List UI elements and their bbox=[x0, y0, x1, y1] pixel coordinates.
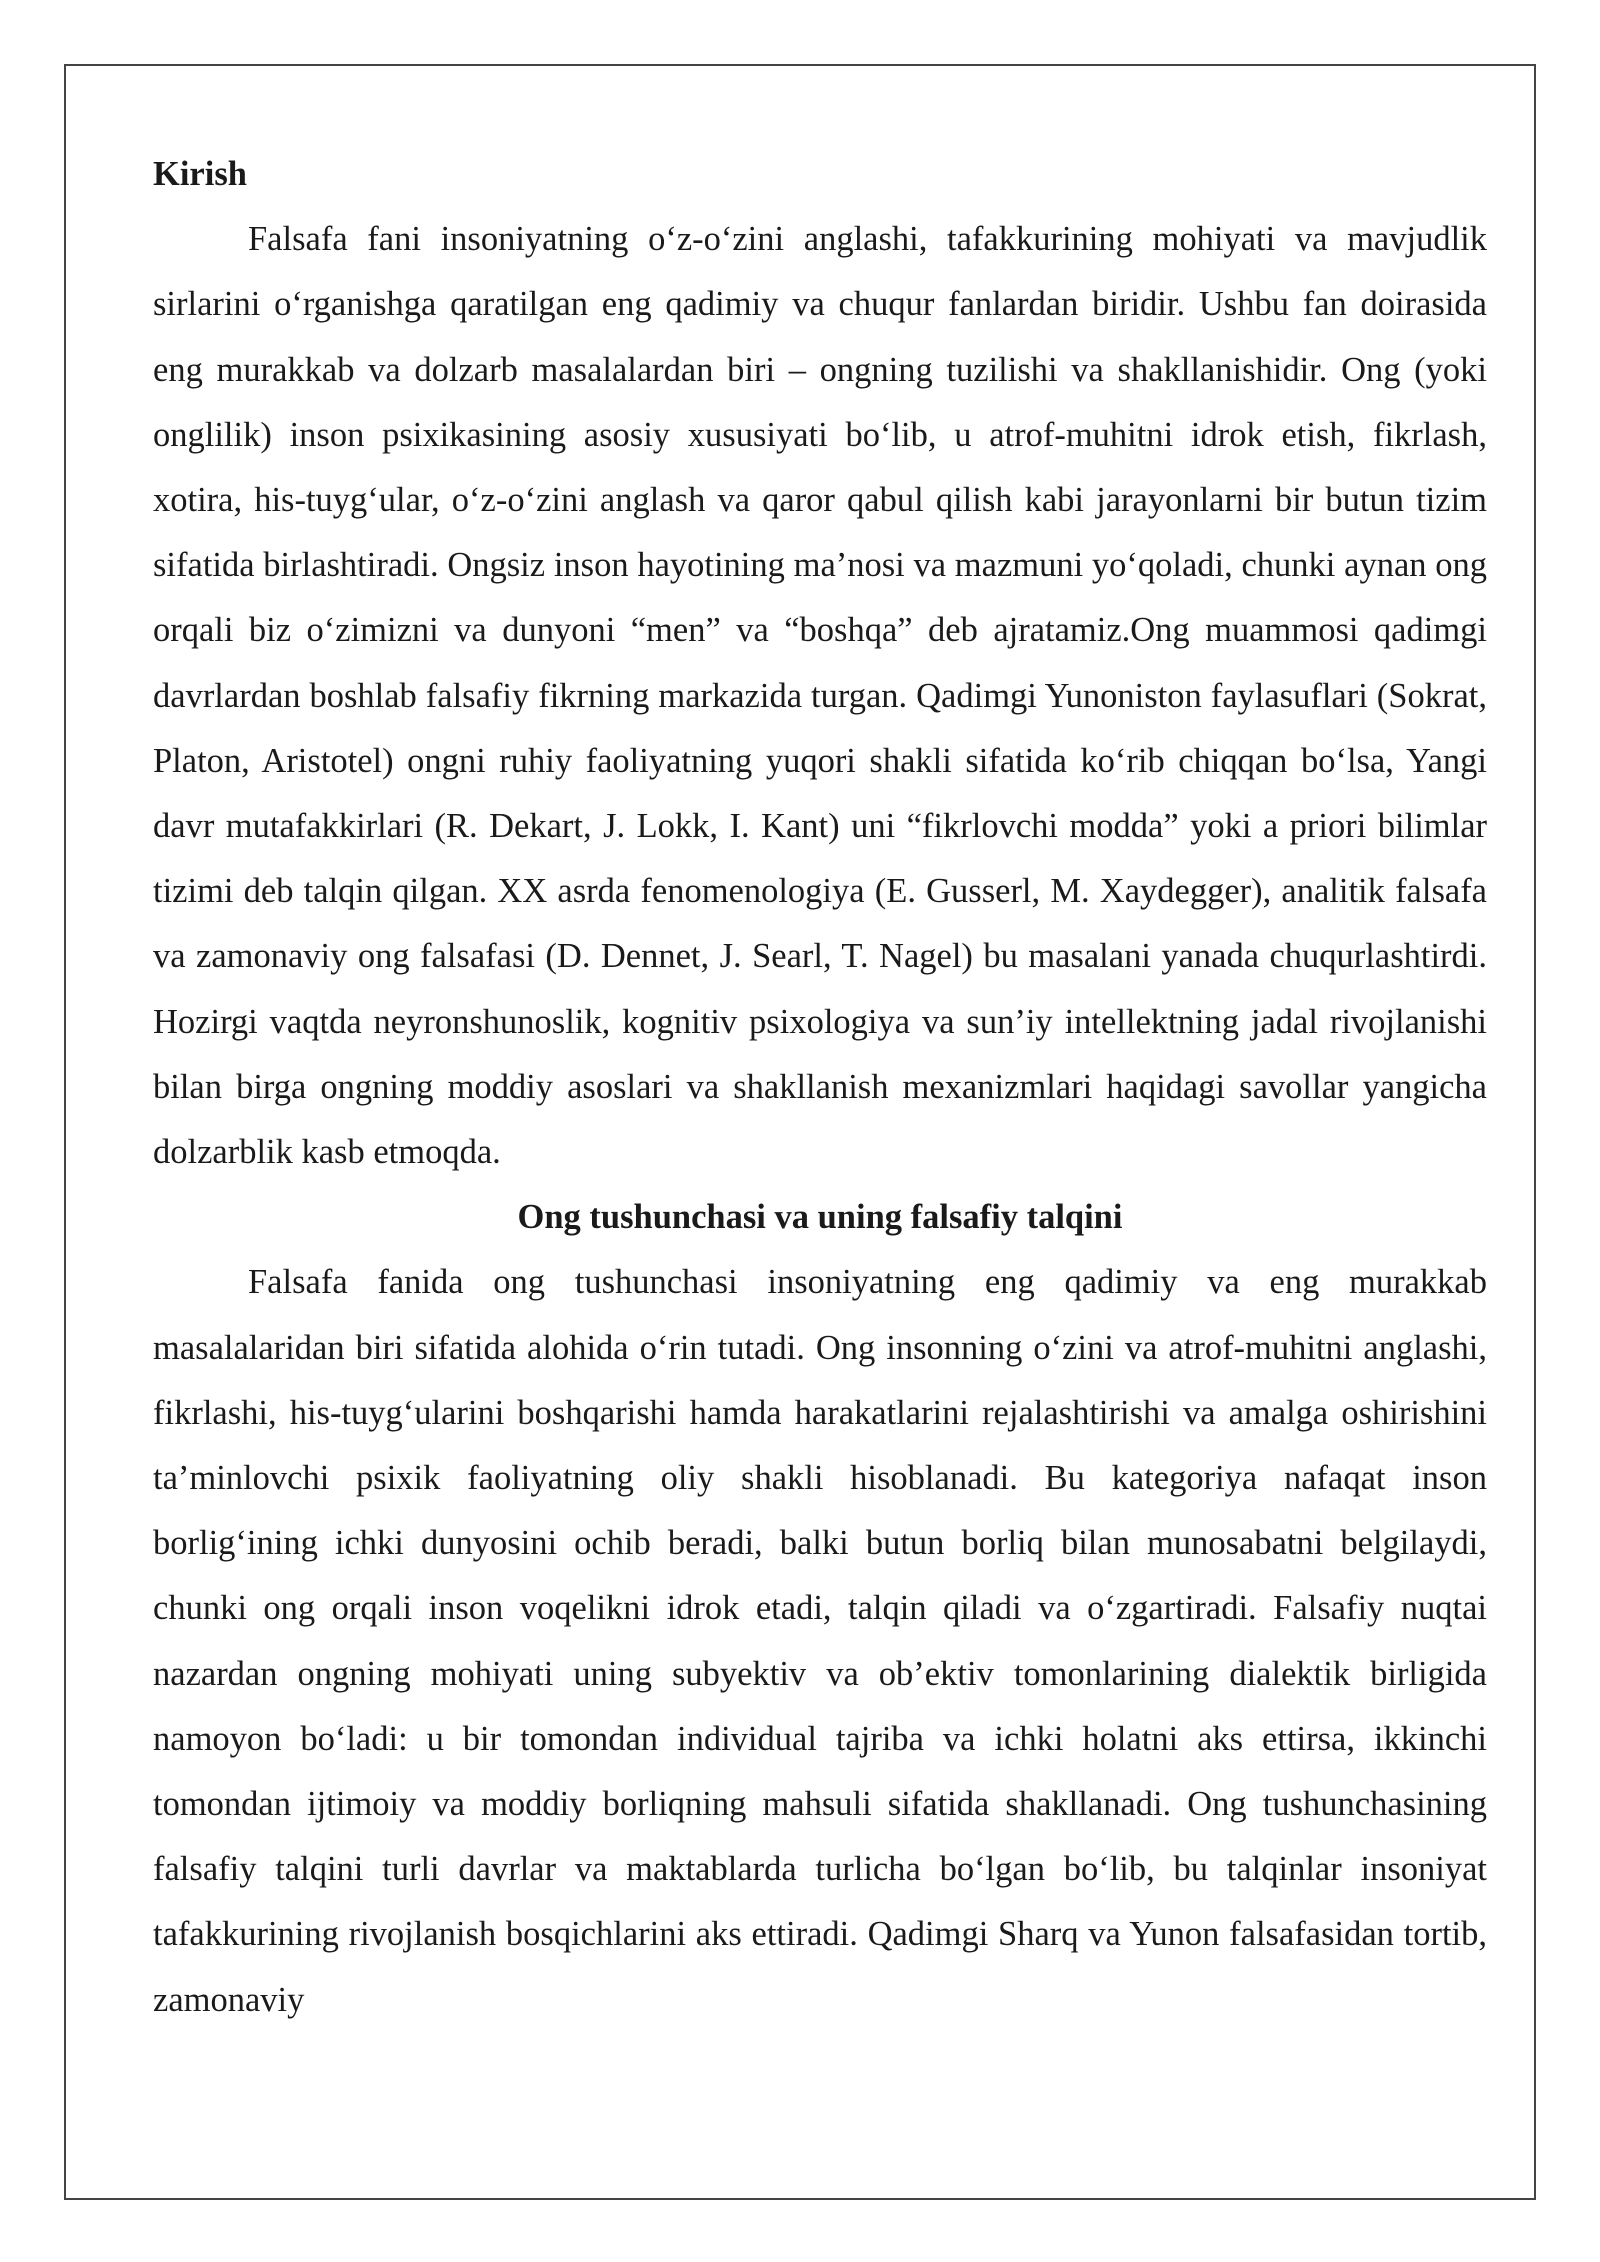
intro-heading: Kirish bbox=[153, 155, 247, 193]
section-heading: Ong tushunchasi va uning falsafiy talqini bbox=[517, 1198, 1123, 1237]
intro-paragraph: Falsafa fani insoniyatning o‘z-o‘zini anglashi, tafakkurining mohiyati va mavjudlik sirlarini o‘rganishga qaratilgan eng qadimiy va chuqur fanlardan biridir. Ushbu fan doirasida eng murakkab va dolzarb masalalardan biri – ongning tuzilishi va shakllanishidir. Ong (yoki onglilik) inson psixikasining asosiy xususiyati bo‘lib, u atrof-muhitni idrok etish, fikrlash, xotira, his-tuyg‘ular, o‘z-o‘zini anglash va qaror qabul qilish kabi jarayonlarni bir butun tizim sifatida birlashtiradi. Ongsiz inson hayotining ma’nosi va mazmuni yo‘qoladi, chunki aynan ong orqali biz o‘zimizni va dunyoni “men” va “boshqa” deb ajratamiz.Ong muammosi qadimgi davrlardan boshlab falsafiy fikrning markazida turgan. Qadimgi Yunoniston faylasuflari (Sokrat, Platon, Aristotel) ongni ruhiy faoliyatning yuqori shakli sifatida ko‘rib chiqqan bo‘lsa, Yangi davr mutafakkirlari (R. Dekart, J. Lokk, I. Kant) uni “fikrlovchi modda” yoki a priori bilimlar tizimi deb talqin qilgan. XX asrda fenomenologiya (E. Gusserl, M. Xaydegger), analitik falsafa va zamonaviy ong falsafasi (D. Dennet, J. Searl, T. Nagel) bu masalani yanada chuqurlashtirdi. Hozirgi vaqtda neyronshunoslik, kognitiv psixologiya va sun’iy intellektning jadal rivojlanishi bilan birga ongning moddiy asoslari va shakllanish mexanizmlari haqidagi savollar yangicha dolzarblik kasb etmoqda. bbox=[153, 220, 1487, 1172]
document-body bbox=[153, 142, 1487, 2033]
section-paragraph: Falsafa fanida ong tushunchasi insoniyatning eng qadimiy va eng murakkab masalalaridan biri sifatida alohida o‘rin tutadi. Ong insonning o‘zini va atrof-muhitni anglashi, fikrlashi, his-tuyg‘ularini boshqarishi hamda harakatlarini rejalashtirishi va amalga oshirishini ta’minlovchi psixik faoliyatning oliy shakli hisoblanadi. Bu kategoriya nafaqat inson borlig‘ining ichki dunyosini ochib beradi, balki butun borliq bilan munosabatni belgilaydi, chunki ong orqali inson voqelikni idrok etadi, talqin qiladi va o‘zgartiradi. Falsafiy nuqtai nazardan ongning mohiyati uning subyektiv va ob’ektiv tomonlarining dialektik birligida namoyon bo‘ladi: u bir tomondan individual tajriba va ichki holatni aks ettirsa, ikkinchi tomondan ijtimoiy va moddiy borliqning mahsuli sifatida shakllanadi. Ong tushunchasining falsafiy talqini turli davrlar va maktablarda turlicha bo‘lgan bo‘lib, bu talqinlar insoniyat tafakkurining rivojlanish bosqichlarini aks ettiradi. Qadimgi Sharq va Yunon falsafasidan tortib, zamonaviy bbox=[153, 1263, 1487, 2019]
